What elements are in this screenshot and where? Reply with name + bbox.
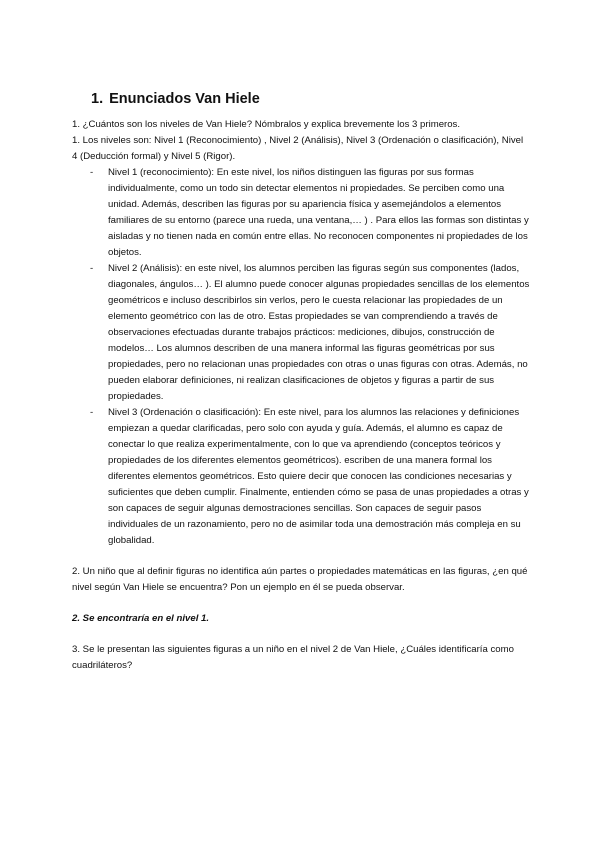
level-2-description: Nivel 2 (Análisis): en este nivel, los alumnos perciben las figuras según sus componentes (lados, diagonales, ángulos… ). El alumno puede conocer algunas propiedades sencillas de los elementos geométricos e incluso describirlos sin verlos, pero le cuesta relacionar las propiedades de un elemento geométrico con las de otro. Estas propiedades se van comprendiendo a través de observaciones efectuadas durante trabajos prácticos: mediciones, dibujos, construcción de modelos… Los alumnos describen de una manera informal las figuras geométricas por sus propiedades, pero no relacionan unas propiedades con otras o unas figuras con otras. Además, no pueden elaborar definiciones, ni realizan clasificaciones de objetos y figuras a partir de sus propiedades. xyxy=(108,263,530,402)
level-1-description: Nivel 1 (reconocimiento): En este nivel, los niños distinguen las figuras por sus formas individualmente, como un todo sin detectar elementos ni propiedades. Se perciben como una unidad. Además, describen las figuras por su apariencia física y asemejándolos a elementos familiares de su entorno (parece una rueda, una ventana,… ) . Para ellos las formas son distintas y aisladas y no tienen nada en común entre ellas. No reconocen componentes ni propiedades de los objetos. xyxy=(108,167,529,258)
answer-1-intro: 1. Los niveles son: Nivel 1 (Reconocimiento) , Nivel 2 (Análisis), Nivel 3 (Ordenación o clasificación), Nivel 4 (Deducción formal) y Nivel 5 (Rigor). xyxy=(72,135,524,162)
question-2: 2. Un niño que al definir figuras no identifica aún partes o propiedades matemáticas en las figuras, ¿en qué nivel según Van Hiele se encuentra? Pon un ejemplo en él se pueda observar. xyxy=(72,566,528,593)
question-3: 3. Se le presentan las siguientes figuras a un niño en el nivel 2 de Van Hiele, ¿Cuáles identificaría como cuadriláteros? xyxy=(72,644,514,671)
list-item xyxy=(72,261,530,405)
list-item xyxy=(72,165,530,261)
section-heading xyxy=(91,91,260,107)
spacer xyxy=(72,627,530,642)
levels-list xyxy=(72,165,530,549)
document-body xyxy=(72,117,530,674)
list-bullet: - xyxy=(90,263,94,274)
section-number: 1. xyxy=(91,91,104,107)
list-bullet: - xyxy=(90,407,94,418)
spacer xyxy=(72,596,530,611)
answer-2: 2. Se encontraría en el nivel 1. xyxy=(72,613,210,624)
level-3-description: Nivel 3 (Ordenación o clasificación): En este nivel, para los alumnos las relaciones y definiciones empiezan a quedar clarificadas, pero solo con ayuda y guía. Además, el alumno es capaz de conectar lo que realiza experimentalmente, con lo que va aprendiendo (conceptos teóricos y propiedades de los diferentes elementos geométricos). escriben de una manera formal los diferentes elementos geométricos. Esto quiere decir que conocen las condiciones necesarias y suficientes que deben cumplir. Finalmente, entienden cómo se pasa de unas propiedades a otras y son capaces de seguir algunas demostraciones sencillas. Son capaces de seguir pasos individuales de un razonamiento, pero no de asimilar toda una demostración más compleja en su globalidad. xyxy=(108,407,529,546)
list-bullet: - xyxy=(90,167,94,178)
section-title: Enunciados Van Hiele xyxy=(109,91,260,107)
spacer xyxy=(72,549,530,564)
list-item xyxy=(72,405,530,549)
question-1: 1. ¿Cuántos son los niveles de Van Hiele? Nómbralos y explica brevemente los 3 primeros. xyxy=(72,119,461,130)
